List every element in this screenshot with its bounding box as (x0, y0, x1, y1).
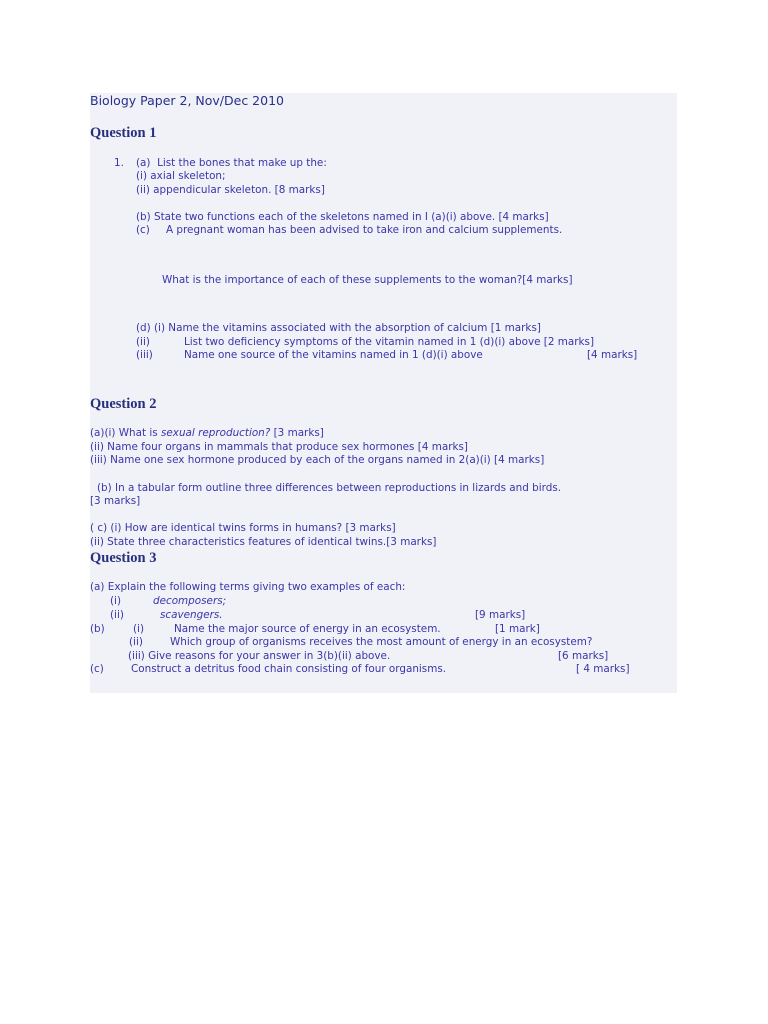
q3-b-label: (b) (90, 623, 105, 635)
q3-a-intro: (a) Explain the following terms giving two examples of each: (90, 581, 406, 593)
q2-a-iii: (iii) Name one sex hormone produced by each of the organs named in 2(a)(i) [4 marks] (90, 454, 545, 466)
q1-d-i: (d) (i) Name the vitamins associated with the absorption of calcium [1 marks] (136, 322, 541, 334)
q1-d-iii-text: Name one source of the vitamins named in 1 (d)(i) above (184, 349, 483, 361)
q2-a-i (90, 427, 324, 440)
q1-c-label: (c) (136, 224, 150, 236)
q2-a-i-term: sexual reproduction? (160, 427, 271, 439)
document-title: Biology Paper 2, Nov/Dec 2010 (90, 93, 284, 108)
q3-b-i-marks: [1 mark] (495, 623, 540, 635)
q3-a-ii-term: scavengers. (160, 609, 223, 621)
q3-c-marks: [ 4 marks] (576, 663, 630, 675)
q1-d-iii-label: (iii) (136, 349, 153, 361)
q2-b-marks: [3 marks] (90, 495, 141, 507)
q2-c-ii: (ii) State three characteristics features of identical twins.[3 marks] (90, 536, 437, 548)
q3-b-i-text: Name the major source of energy in an ecosystem. (174, 623, 441, 635)
q1-d-ii-label: (ii) (136, 336, 150, 348)
q1-d-iii-marks: [4 marks] (587, 349, 638, 361)
q3-b-ii-text: Which group of organisms receives the most amount of energy in an ecosystem? (170, 636, 593, 648)
q1-c-question: What is the importance of each of these supplements to the woman?[4 marks] (162, 274, 573, 286)
question-1-heading: Question 1 (90, 125, 157, 141)
q1-d-ii-text: List two deficiency symptoms of the vitamin named in 1 (d)(i) above [2 marks] (184, 336, 595, 348)
q3-a-i-term: decomposers; (153, 595, 227, 607)
q3-b-ii-label: (ii) (129, 636, 143, 648)
q3-c-text: Construct a detritus food chain consisting of four organisms. (131, 663, 447, 675)
q2-b: (b) In a tabular form outline three differences between reproductions in lizards and birds. (97, 482, 562, 494)
q3-b-marks: [6 marks] (558, 650, 609, 662)
q1-b: (b) State two functions each of the skeletons named in I (a)(i) above. [4 marks] (136, 211, 549, 223)
question-3-heading: Question 3 (90, 550, 157, 566)
q2-a-ii: (ii) Name four organs in mammals that produce sex hormones [4 marks] (90, 441, 468, 453)
q3-b-i-label: (i) (133, 623, 144, 635)
q3-c-label: (c) (90, 663, 104, 675)
q3-b-iii: (iii) Give reasons for your answer in 3(b)(ii) above. (128, 650, 391, 662)
q3-a-marks: [9 marks] (475, 609, 526, 621)
q1-a-intro: (a) List the bones that make up the: (136, 157, 327, 169)
q1-c-text: A pregnant woman has been advised to take iron and calcium supplements. (166, 224, 563, 236)
q3-a-ii-label: (ii) (110, 609, 124, 621)
q1-number: 1. (114, 157, 124, 169)
question-2-heading: Question 2 (90, 396, 157, 412)
q1-a-i: (i) axial skeleton; (136, 170, 226, 182)
q1-a-ii: (ii) appendicular skeleton. [8 marks] (136, 184, 325, 196)
q2-c-i: ( c) (i) How are identical twins forms in humans? [3 marks] (90, 522, 396, 534)
q2-a-i-marks: [3 marks] (270, 427, 324, 439)
q2-a-i-pre: (a)(i) What is (90, 427, 161, 439)
q3-a-i-label: (i) (110, 595, 121, 607)
